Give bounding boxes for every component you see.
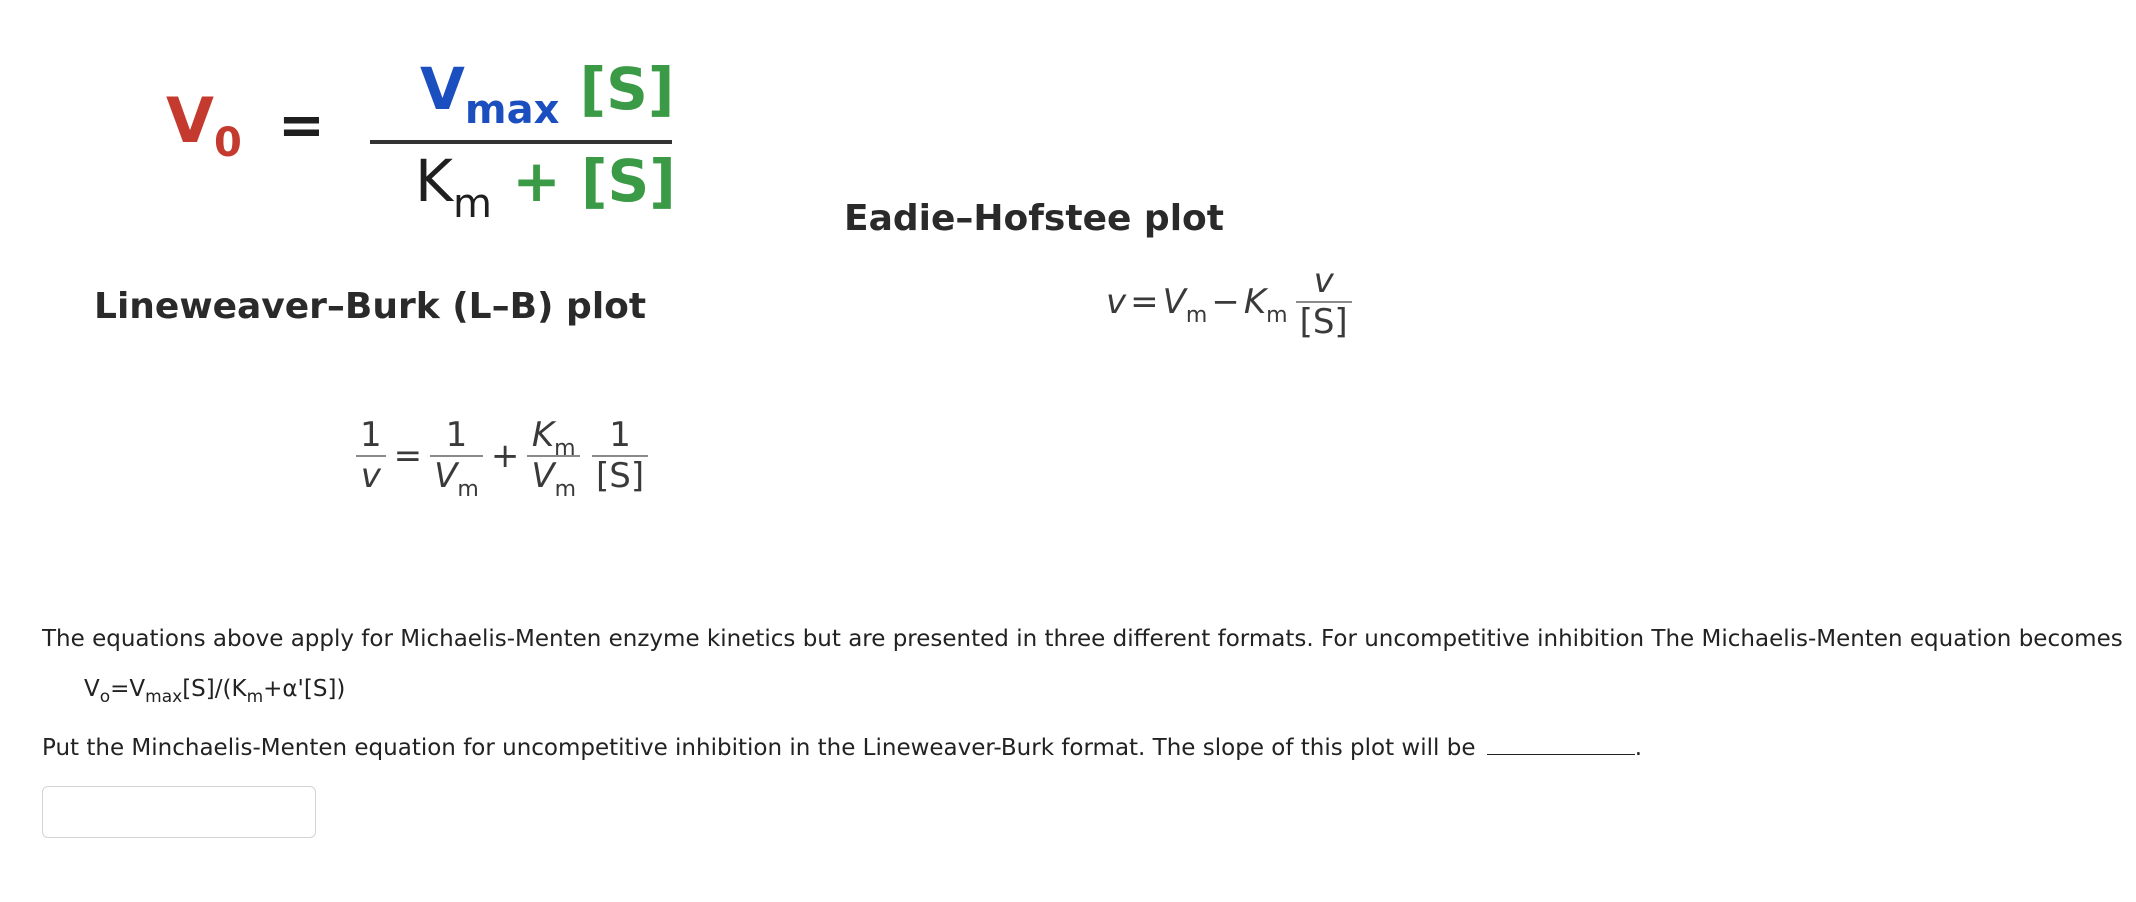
eh-frac-v-over-s: $\frac{v}{[S]}$ — [1296, 262, 1352, 342]
eadie-hofstee-heading: Eadie–Hofstee plot — [844, 198, 1224, 239]
fill-in-blank-line — [1487, 734, 1635, 755]
lb-frac-1-over-s: $\frac{1}{[S]}$ — [592, 416, 648, 496]
mm-denominator: $K_m + [S]$ — [415, 147, 676, 227]
uncompetitive-equation-text: $V_o=V_{max}[S]/(K_m+\alpha'[S])$ — [84, 676, 346, 707]
michaelis-menten-equation — [160, 55, 680, 240]
lb-frac-km-over-vm: $\frac{K_m}{V_m}$ — [527, 416, 580, 496]
lineweaver-burk-heading: Lineweaver–Burk (L–B) plot — [94, 286, 647, 327]
mm-numerator: $V_{max}$ [S] — [420, 55, 675, 133]
answer-input[interactable] — [42, 786, 316, 838]
question-prompt-text: Put the Minchaelis-Menten equation for uncompetitive inhibition in the Lineweaver-Burk format. The slope of this plot will be . — [42, 735, 1643, 761]
mm-v0: $V_0$ — [166, 84, 242, 166]
mm-equals-sign: = — [278, 93, 325, 158]
lineweaver-burk-formula: $\frac{1}{v}$ = $\frac{1}{V_m}$ + $\frac{K_m}{V_m}$ $\frac{1}{[S]}$ — [350, 416, 654, 496]
eadie-hofstee-formula: $v = V_m - K_m$ $\frac{v}{[S]}$ — [1104, 262, 1358, 342]
lb-frac-1-over-v: $\frac{1}{v}$ — [356, 416, 386, 496]
mm-fraction-bar — [370, 140, 672, 144]
question-intro-text: The equations above apply for Michaelis-Menten enzyme kinetics but are presented in three different formats. For uncompetitive inhibition The Michaelis-Menten equation becomes — [42, 626, 2123, 652]
lb-frac-1-over-vm: $\frac{1}{V_m}$ — [430, 416, 483, 496]
